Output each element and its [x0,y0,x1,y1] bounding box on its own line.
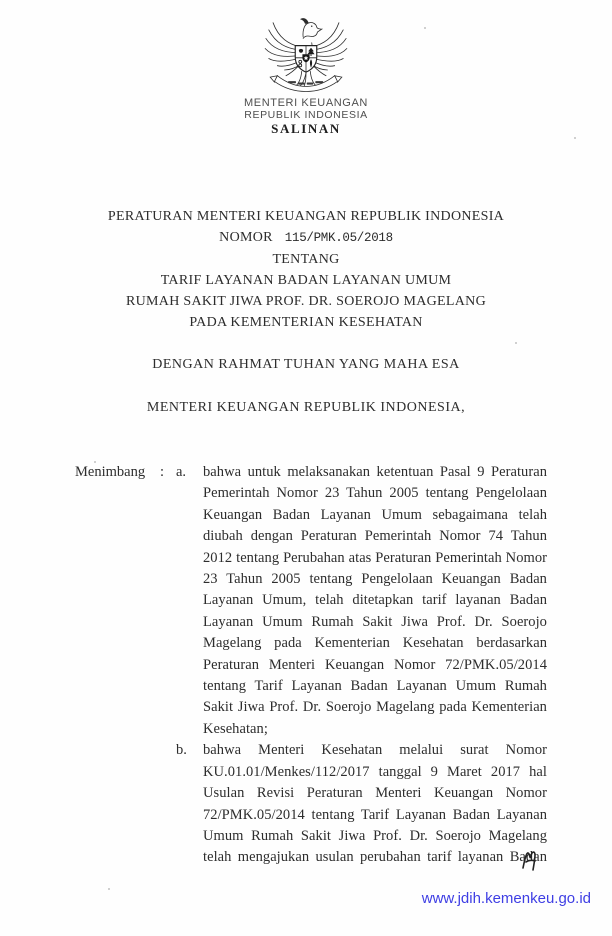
menimbang-colon: : [160,464,165,480]
pancasila-shield [295,46,317,73]
item-text-b: bahwa Menteri Kesehatan melalui surat Nomor KU.01.01/Menkes/112/2017 tanggal 9 Maret 2017 hal Usulan Revisi Peraturan Menteri Keuangan Nomor 72/PMK.05/2014 tentang Tarif Layanan Badan Layanan Umum Rumah Sakit Jiwa Prof. Dr. Soerojo Magelang telah mengajukan usulan perubahan tarif layanan Badan [203,742,547,866]
item-marker-a: a. [176,464,187,480]
consideration-row-b [75,740,547,868]
item-marker-b: b. [176,742,187,759]
regulation-title-block [0,206,612,333]
consideration-row-a [75,462,547,740]
title-subject-line3: PADA KEMENTERIAN KESEHATAN [189,315,423,330]
letterhead [0,14,612,136]
republic-name: REPUBLIK INDONESIA [244,109,368,121]
paraf-initial-mark [520,845,540,878]
title-regulation-line: PERATURAN MENTERI KEUANGAN REPUBLIK INDONESIA [107,209,505,224]
considerations-section [75,462,547,869]
nomor-value: 115/PMK.05/2018 [284,231,393,245]
item-text-a: bahwa untuk melaksanakan ketentuan Pasal 9 Peraturan Pemerintah Nomor 23 Tahun 2005 tentang Pengelolaan Keuangan Badan Layanan Umum sebagaimana telah diubah dengan Peraturan Pemerintah Nomor 74 Tahun 2012 tentang Perubahan atas Peraturan Pemerintah Nomor 23 Tahun 2005 tentang Pengelolaan Keuangan Badan Layanan Umum, telah ditetapkan tarif layanan Badan Layanan Umum Rumah Sakit Jiwa Prof. Dr. Soerojo Magelang pada Kementerian Kesehatan berdasarkan Peraturan Menteri Keuangan Nomor 72/PMK.05/2014 tentang Tarif Layanan Badan Layanan Umum Rumah Sakit Jiwa Prof. Dr. Soerojo Magelang pada Kementerian Kesehatan; [203,464,547,737]
title-nomor-line [0,227,612,249]
ministry-name: MENTERI KEUANGAN [244,97,368,109]
menimbang-label: Menimbang [75,464,146,480]
jdih-url[interactable]: www.jdih.kemenkeu.go.id [421,890,591,907]
title-subject-line1: TARIF LAYANAN BADAN LAYANAN UMUM [160,273,452,288]
salinan-stamp: SALINAN [271,121,341,136]
title-subject-line2: RUMAH SAKIT JIWA PROF. DR. SOEROJO MAGELANG [125,294,486,309]
garuda-pancasila-emblem [0,14,612,93]
invocation-line: DENGAN RAHMAT TUHAN YANG MAHA ESA [152,357,460,372]
title-tentang-line: TENTANG [272,252,340,267]
nomor-label: NOMOR [219,230,273,245]
authority-line: MENTERI KEUANGAN REPUBLIK INDONESIA, [146,400,466,415]
